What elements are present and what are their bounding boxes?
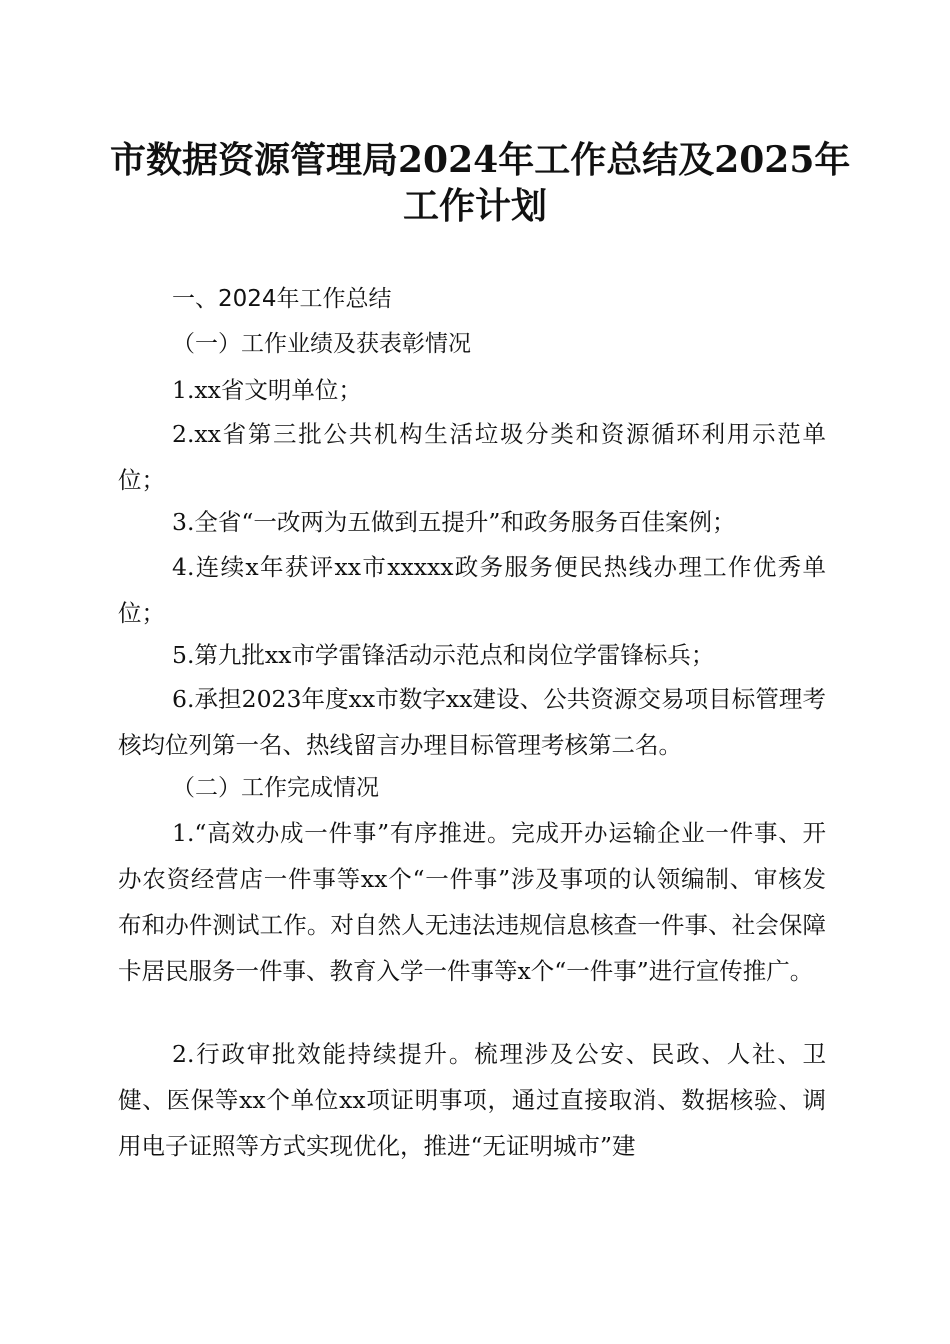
honor-item-5: 5.第九批xx市学雷锋活动示范点和岗位学雷锋标兵； (172, 641, 715, 669)
section-heading-2024-summary: 一、2024年工作总结 (172, 286, 392, 312)
subsection-heading-achievements: （一）工作业绩及获表彰情况 (172, 331, 471, 357)
work-item-2: 2.行政审批效能持续提升。梳理涉及公安、民政、人社、卫健、医保等xx个单位xx项证明事项，通过直接取消、数据核验、调用电子证照等方式实现优化，推进“无证明城市”建 (118, 1040, 826, 1160)
work-item-1: 1.“高效办成一件事”有序推进。完成开办运输企业一件事、开办农资经营店一件事等xx个“一件事”涉及事项的认领编制、审核发布和办件测试工作。对自然人无违法违规信息核查一件事、社会保障卡居民服务一件事、教育入学一件事等x个“一件事”进行宣传推广。 (118, 819, 826, 985)
honor-item-1: 1.xx省文明单位； (172, 376, 362, 404)
document-title-line-2: 工作计划 (402, 185, 547, 227)
document-title-line-1: 市数据资源管理局2024年工作总结及2025年 (110, 139, 851, 181)
subsection-heading-work-completion: （二）工作完成情况 (172, 775, 379, 801)
honor-item-6: 6.承担2023年度xx市数字xx建设、公共资源交易项目标管理考核均位列第一名、热线留言办理目标管理考核第二名。 (118, 685, 826, 759)
honor-item-2: 2.xx省第三批公共机构生活垃圾分类和资源循环利用示范单位； (118, 420, 826, 494)
honor-item-4: 4.连续x年获评xx市xxxxx政务服务便民热线办理工作优秀单位； (118, 553, 826, 627)
honor-item-3: 3.全省“一改两为五做到五提升”和政务服务百佳案例； (172, 508, 736, 536)
